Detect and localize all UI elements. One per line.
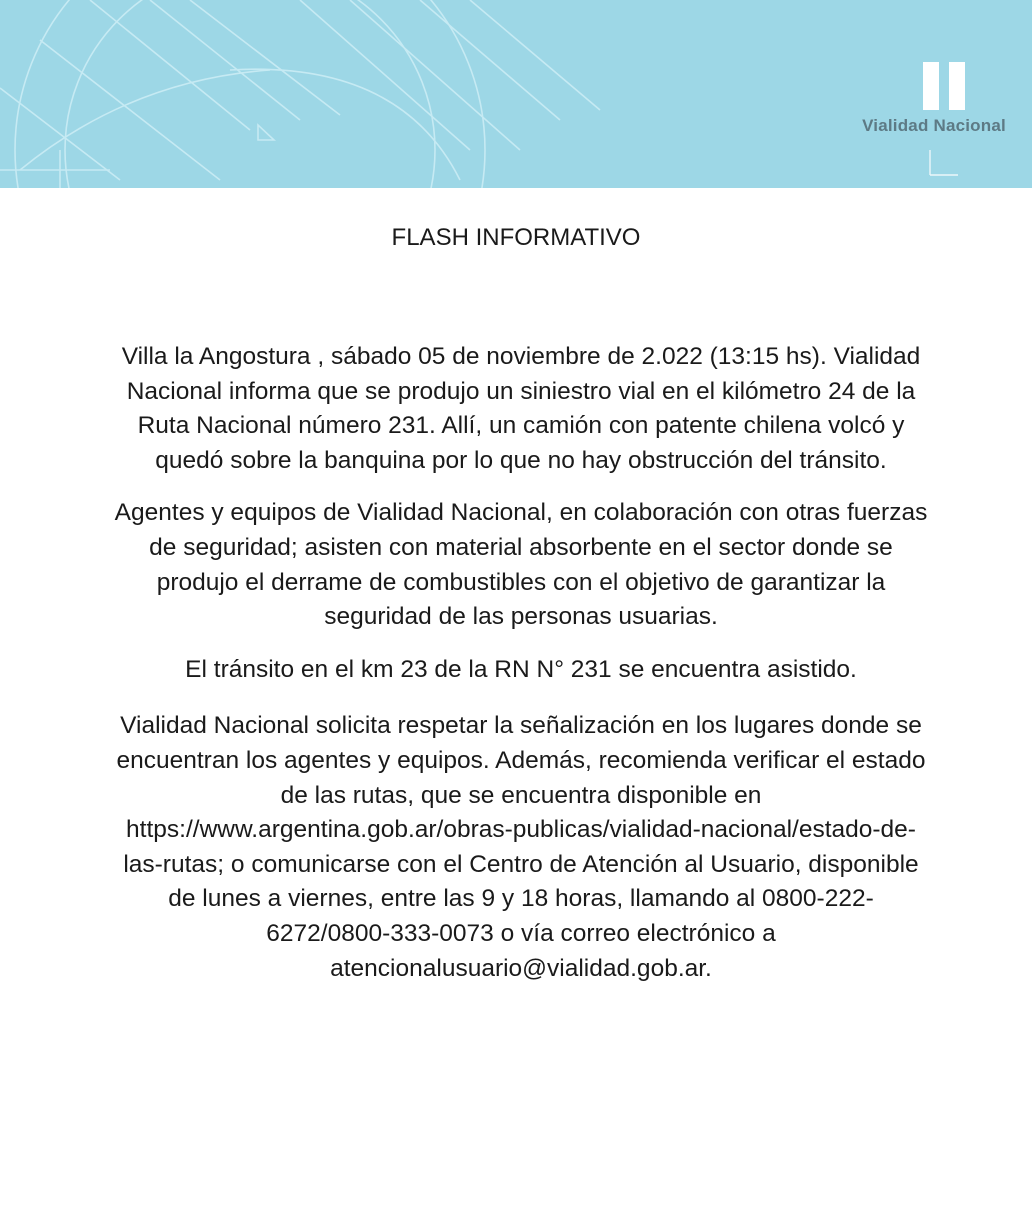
paragraph-traffic-status: El tránsito en el km 23 de la RN N° 231 se encuentra asistido. <box>185 655 857 683</box>
paragraph-recommendations: Vialidad Nacional solicita respetar la señalización en los lugares donde se encuentran los agentes y equipos. Además, recomienda verificar el estado de las rutas, que se encuentra disponible en https://www.argentina.gob.ar/obras-publicas/vialidad-nacional/estado-de-las-rutas; o comunicarse con el Centro de Atención al Usuario, disponible de lunes a viernes, entre las 9 y 18 horas, llamando al 0800-222-6272/0800-333-0073 o vía correo electrónico a atencionalusuario@vialidad.gob.ar. <box>116 712 926 982</box>
paragraph-incident: Villa la Angostura , sábado 05 de noviembre de 2.022 (13:15 hs). Vialidad Nacional informa que se produjo un siniestro vial en el kilómetro 24 de la Ruta Nacional número 231. Allí, un camión con patente chilena volcó y quedó sobre la banquina por lo que no hay obstrucción del tránsito. <box>121 343 921 474</box>
logo-text: Vialidad Nacional <box>862 116 1006 135</box>
page-title: FLASH INFORMATIVO <box>391 224 641 251</box>
press-release-body <box>110 340 932 1004</box>
paragraph-response: Agentes y equipos de Vialidad Nacional, en colaboración con otras fuerzas de seguridad; asisten con material absorbente en el sector donde se produjo el derrame de combustibles con el objetivo de garantizar la seguridad de las personas usuarias. <box>114 499 928 631</box>
vialidad-nacional-logo <box>854 62 1014 182</box>
logo-mark-icon <box>923 62 965 110</box>
header-banner <box>0 0 1032 188</box>
